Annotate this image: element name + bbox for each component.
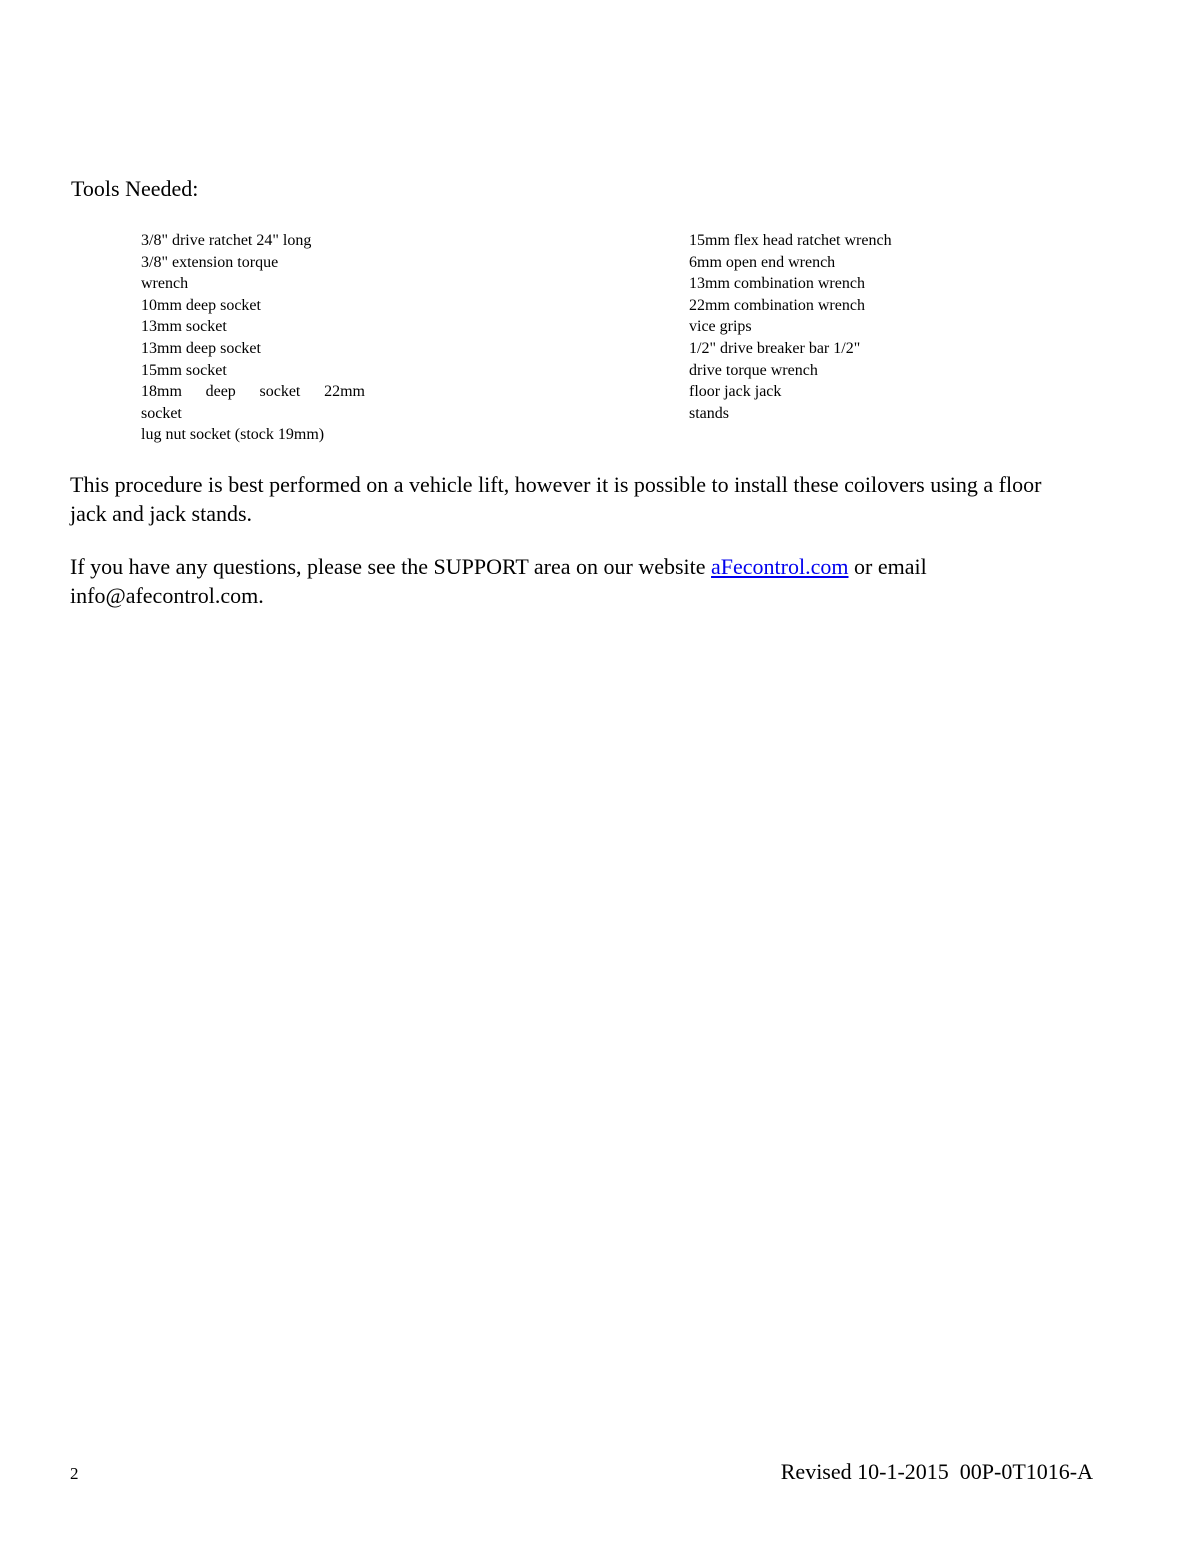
tools-list-left bbox=[141, 230, 371, 446]
tool-item: 1/2" drive breaker bar 1/2" bbox=[689, 339, 861, 357]
tool-item: 15mm socket bbox=[141, 361, 227, 379]
tool-word: 22mm bbox=[324, 383, 365, 401]
procedure-paragraph: This procedure is best performed on a vehicle lift, however it is possible to install these coilovers using a floor jack and jack stands. bbox=[70, 472, 1042, 526]
tool-item: lug nut socket (stock 19mm) bbox=[141, 426, 325, 444]
tool-word: deep bbox=[205, 383, 236, 401]
tools-needed-heading: Tools Needed: bbox=[71, 176, 199, 201]
tool-item: drive torque wrench bbox=[689, 361, 818, 379]
website-link[interactable]: aFecontrol.com bbox=[711, 554, 849, 579]
tool-item: vice grips bbox=[689, 318, 752, 336]
tool-item: 22mm combination wrench bbox=[689, 296, 865, 314]
revision-label: Revised 10-1-2015 00P-0T1016-A bbox=[780, 1459, 1093, 1484]
page-number: 2 bbox=[70, 1464, 79, 1483]
tool-item: floor jack jack bbox=[689, 383, 782, 401]
tool-item: 13mm socket bbox=[141, 318, 227, 336]
tool-item: 3/8" drive ratchet 24" long bbox=[141, 232, 312, 249]
tool-item: 6mm open end wrench bbox=[689, 253, 836, 271]
support-text-before: If you have any questions, please see the SUPPORT area on our website bbox=[70, 554, 712, 579]
tool-item: 10mm deep socket bbox=[141, 296, 261, 314]
support-text-after: or email info@afecontrol.com. bbox=[70, 554, 927, 608]
tool-word: socket bbox=[259, 383, 301, 401]
tool-item: 15mm flex head ratchet wrench bbox=[689, 232, 892, 249]
tool-item: 3/8" extension torque bbox=[141, 253, 279, 271]
tool-word: 18mm bbox=[141, 383, 182, 401]
tool-item: 13mm deep socket bbox=[141, 339, 261, 357]
tool-item: socket bbox=[141, 404, 182, 422]
tool-item: 13mm combination wrench bbox=[689, 275, 865, 293]
tool-item-justified bbox=[141, 381, 365, 403]
tool-item: stands bbox=[689, 404, 729, 422]
tools-list-right bbox=[689, 230, 989, 424]
support-paragraph bbox=[70, 552, 1080, 610]
tool-item: wrench bbox=[141, 275, 189, 293]
